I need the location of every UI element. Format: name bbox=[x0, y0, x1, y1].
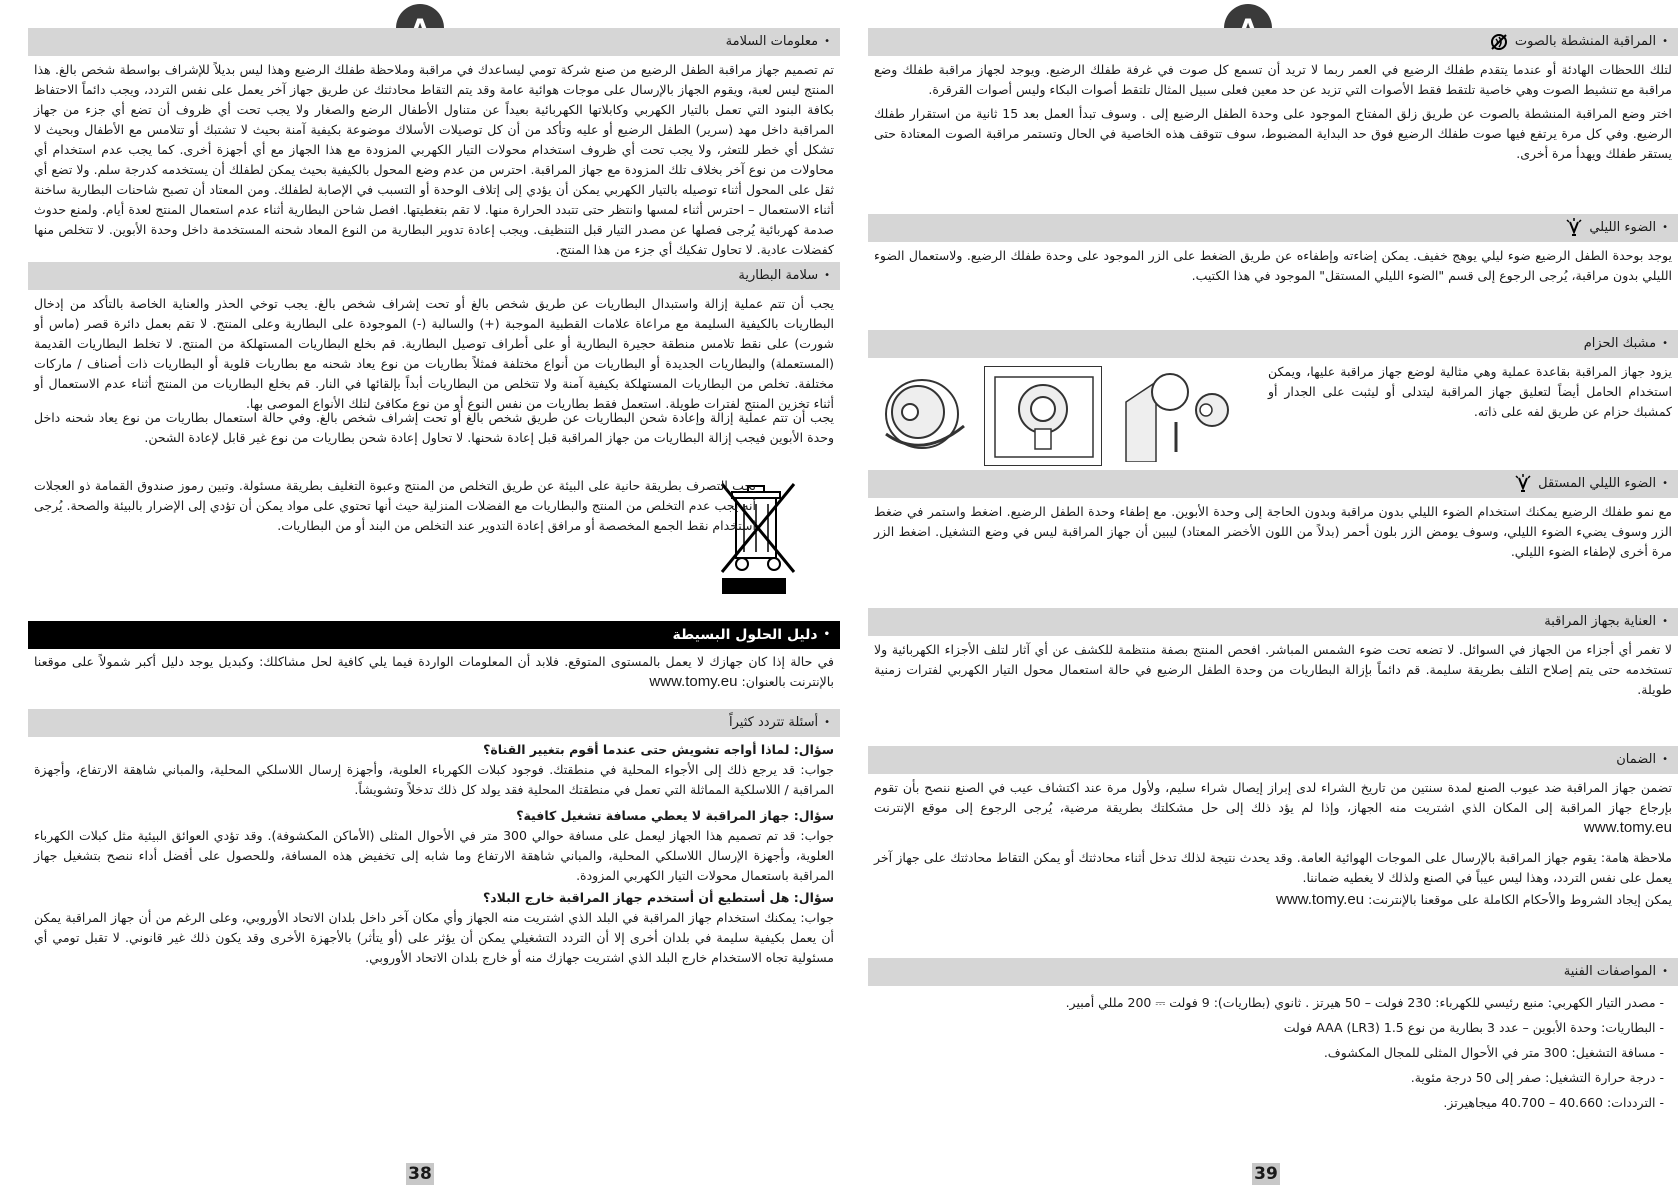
safety-title: معلومات السلامة bbox=[725, 34, 819, 49]
standalone-body: مع نمو طفلك الرضيع يمكنك استخدام الضوء الليلي بدون مراقبة وبدون الحاجة إلى وحدة الأبوين. مع إطفاء وحدة الطفل الرضيع. اضغط واستمر في ضغط الزر وسوف يضيء الضوء الليلي، وسوف يومض الزر بلون أحمر (بدلاً من اللون الأخضر المعتاد) ليبين أن جهاز المراقبة ليس في وضع التشغيل. اضغط الزر مرة أخرى لإطفاء الضوء الليلي. bbox=[874, 504, 1672, 559]
sound-activated-icon bbox=[1489, 33, 1509, 51]
bullet-icon: • bbox=[1662, 966, 1668, 977]
nightlight-icon bbox=[1565, 218, 1583, 238]
illustration-wall-mount bbox=[984, 366, 1102, 466]
battery-header bbox=[28, 262, 840, 290]
warranty-header bbox=[868, 746, 1678, 774]
page-left bbox=[28, 0, 840, 1191]
bullet-icon: • bbox=[824, 717, 830, 728]
troubleshooting-body bbox=[34, 652, 834, 692]
specs-title: المواصفات الفنية bbox=[1563, 964, 1657, 979]
warranty-body-1 bbox=[874, 778, 1672, 838]
specs-list bbox=[874, 990, 1664, 1115]
standalone-title: الضوء الليلي المستقل bbox=[1538, 476, 1657, 491]
faq-question-1: سؤال: لماذا أواجه تشويش حتى عندما أقوم بتغيير القناة؟ bbox=[483, 742, 834, 757]
faq-title: أسئلة تتردد كثيراً bbox=[729, 715, 819, 730]
nightlight-icon bbox=[1514, 474, 1532, 494]
bullet-icon: • bbox=[823, 629, 830, 640]
troubleshooting-header bbox=[28, 621, 840, 649]
nightlight-title: الضوء الليلي bbox=[1589, 220, 1657, 235]
bullet-icon: • bbox=[1662, 222, 1668, 233]
faq-question-3: سؤال: هل أستطيع أن أستخدم جهاز المراقبة خارج البلاد؟ bbox=[482, 890, 834, 905]
bullet-icon: • bbox=[1662, 754, 1668, 765]
spec-item: - البطاريات: وحدة الأبوين – عدد 3 بطارية من نوع 1.5 AAA (LR3) فولت bbox=[874, 1015, 1664, 1040]
faq-header bbox=[28, 709, 840, 737]
clip-header bbox=[868, 330, 1678, 358]
faq-answer-2: جواب: قد تم تصميم هذا الجهاز ليعمل على مسافة حوالي 300 متر في الأحوال المثلى (الأماكن المكشوفة). وقد تؤدي العوائق البيئية مثل كبلات الكهرباء العلوية، وأجهزة الإرسال اللاسلكي المحلية، والمباني شاهقة الارتفاع وما شابه إلى تخفيض هذه المسافة، وللحصول على أفضل أداء ننصح بتشغيل جهاز المراقبة باستعمال محولات التيار الكهربي المزودة. bbox=[34, 828, 834, 883]
nightlight-header bbox=[868, 214, 1678, 242]
sound-title: المراقبة المنشطة بالصوت bbox=[1514, 34, 1657, 49]
warranty-url-1[interactable]: www.tomy.eu bbox=[1583, 819, 1672, 836]
bullet-icon: • bbox=[1662, 616, 1668, 627]
battery-body-2: يجب أن تتم عملية إزالة وإعادة شحن البطاريات عن طريق شخص بالغ أو تحت إشراف شخص بالغ. وفي حالة استعمال بطاريات من نوع يعاد شحنه داخل وحدة الأبوين فيجب إزالة البطاريات من جهاز المراقبة قبل إعادة شحنها. لا تحاول إعادة شحن بطاريات من نوع غير قابل لإعادة الشحن. bbox=[34, 410, 834, 445]
spec-item: - درجة حرارة التشغيل: صفر إلى 50 درجة مئوية. bbox=[874, 1065, 1664, 1090]
warranty-title: الضمان bbox=[1616, 752, 1657, 767]
bullet-icon: • bbox=[1662, 36, 1668, 47]
bullet-icon: • bbox=[1662, 478, 1668, 489]
sound-header bbox=[868, 28, 1678, 56]
clip-title: مشبك الحزام bbox=[1583, 336, 1657, 351]
specs-header bbox=[868, 958, 1678, 986]
faq-block bbox=[34, 806, 834, 886]
faq-answer-1: جواب: قد يرجع ذلك إلى الأجواء المحلية في منطقتك. فوجود كبلات الكهرباء العلوية، وأجهزة إرسال اللاسلكي المحلية، والمباني شاهقة الارتفاع، وأجهزة المراقبة / اللاسلكية المماثلة التي تعمل في منطقتك المحلية فقد يولد كل ذلك تدخلاً وتشويشاً. bbox=[34, 762, 834, 797]
safety-header bbox=[28, 28, 840, 56]
care-body: لا تغمر أي أجزاء من الجهاز في السوائل. لا تضعه تحت ضوء الشمس المباشر. افحص المنتج بصفة منتظمة للكشف عن أي آثار لتلف الأجزاء الكهربائية ولا تستخدمه حتى يتم إصلاح التلف بطريقة سليمة. قم دائماً بإزالة البطاريات من وحدة الطفل الرضيع في حالة استعمال محول التيار الكهربي لفترات زمنية طويلة. bbox=[874, 642, 1672, 697]
troubleshooting-text: في حالة إذا كان جهازك لا يعمل بالمستوى المتوقع. فلابد أن المعلومات الواردة فيما يلي كافية لحل مشاكلك: وكبديل يوجد دليل أكبر شمولاً على موقعنا بالإنترنت بالعنوان: bbox=[34, 654, 834, 689]
troubleshooting-title: دليل الحلول البسيطة bbox=[672, 627, 818, 643]
sound-body-1: لتلك اللحظات الهادئة أو عندما يتقدم طفلك الرضيع في العمر ربما لا تريد أن تسمع كل صوت في غرفة طفلك الرضيع. ويوجد لجهاز مراقبة طفلك وضع مراقبة مع تنشيط الصوت وهي خاصية تلتقط فقط الأصوات التي تزيد عن حد معين فعلى سبيل المثال تلتقط أصوات البكاء وليس أصوات القرقرة. bbox=[874, 62, 1672, 97]
faq-answer-3: جواب: يمكنك استخدام جهاز المراقبة في البلد الذي اشتريت منه الجهاز وأي مكان آخر داخل بلدان الاتحاد الأوروبي، وعلى الرغم من أن جهاز المراقبة يمكن أن يعمل بكيفية سليمة في بلدان أخرى إلا أن التردد التشغيلي يمكن أن يؤثر على (أو يتأثر) بالأجهزة الأخرى وقد يكون ذلك غير قانوني. لا تقبل تومي أي مسئولية تجاه الاستخدام خارج البلد الذي اشتريت جهازك منه أو خارج بلدان الاتحاد الأوروبي. bbox=[34, 910, 834, 965]
disposal-text: يجب التصرف بطريقة حانية على البيئة عن طريق التخلص من المنتج وعبوة التغليف بطريقة مسئولة. وتبين رموز صندوق القمامة ذو العجلات أنه يجب عدم التخلص من المنتج والبطاريات مع الفضلات المنزلية حيث أنها تحتوي على مواد يمكن أن تؤدي إلى الإضرار بالبيئة والصحة. يُرجى استخدام نقط الجمع المخصصة أو مرافق إعادة التدوير عند التخلص من البند أو من البطاريات. bbox=[34, 478, 756, 533]
page-number: 38 bbox=[406, 1163, 434, 1185]
warranty-body-2: ملاحظة هامة: يقوم جهاز المراقبة بالإرسال على الموجات الهوائية العامة. وقد يحدث نتيجة لذلك تدخل أثناء محادثتك أو يمكن التقاط محادثتك على جهاز آخر يعمل على نفس التردد، وهذا ليس عيباً في الصنع ولذلك لا يغطيه ضماننا. bbox=[874, 850, 1672, 885]
sound-body-2: اختر وضع المراقبة المنشطة بالصوت عن طريق زلق المفتاح الموجود على وحدة الطفل الرضيع إلى . وسوف تبدأ العمل بعد 15 ثانية من استقرار طفلك الرضيع. وفي كل مرة يرتفع فيها صوت طفلك الرضيع فوق حد البداية المضبوط، سوف تتوقف هذه الخاصية في الحال وتستمر مراقبة الصوت المعتادة حتى يستقر طفلك ويهدأ مرة أخرى. bbox=[874, 106, 1672, 161]
faq-question-2: سؤال: جهاز المراقبة لا يعطي مسافة تشغيل كافية؟ bbox=[516, 808, 834, 823]
battery-title: سلامة البطارية bbox=[738, 268, 819, 283]
bullet-icon: • bbox=[824, 270, 830, 281]
spec-item: - مصدر التيار الكهربي: منبع رئيسي للكهرباء: 230 فولت – 50 هيرتز . ثانوي (بطاريات): 9 فولت ⎓ 200 مللي أمبير. bbox=[874, 990, 1664, 1015]
safety-body: تم تصميم جهاز مراقبة الطفل الرضيع من صنع شركة تومي ليساعدك في مراقبة وملاحظة طفلك الرضيع وهذا ليس بديلاً للإشراف بواسطة شخص بالغ. هذا المنتج ليس لعبة، ويقوم الجهاز بالإرسال على موجات هوائية عامة وقد يتم التقاط محادثتك عن طريق جهاز آخر يعمل على نفس التردد، ويجب دائماً الاحتفاظ بكافة البنود التي تعمل بالتيار الكهربي وكابلاتها الكهربائية بعيداً عن متناول الأطفال الرضع والصغار ولا يجب تحت أي ظروف أن تضع أي جزء من جهاز المراقبة داخل مهد (سرير) الطفل الرضيع أو عليه وتأكد من أن كل توصيلات الأسلاك موضوعة بكيفية آمنة بحيث لا تشتبك أو تتلامس مع الأطفال وبحيث لا تشكل أي خطر للتعثر، ولا يجب تحت أي ظروف استخدام محولات التيار الكهربي المزودة مع هذا الجهاز مع أي أجهزة أخرى. كما يجب عدم استخدام أي محاولات من نوع آخر بخلاف تلك المزودة مع جهاز المراقبة. احترس من عدم وضع المحول بالكيفية بحيث يمكن لطفلك أن يستخدمه كدرجة سلم. ولا تضع أي ثقل على المحول أثناء توصيله بالتيار الكهربي يمكن أن يؤدي إلى إتلاف الوحدة أو التسبب في الإصابة لطفلك. ومن المعتاد أن تصبح شاحنات البطارية ساخنة أثناء الاستعمال – احترس أثناء لمسها وانتظر حتى تتبدد الحرارة منها. لا تقم بتغطيتها. افصل شاحن البطارية أثناء عدم استعمال المنتج لعدة أيام. ولمنع حدوث صدمة كهربائية يُرجى فصلها عن مصدر التيار قبل التنظيف. ويجب إعادة تدوير البطارية من النوع المعاد شحنه المستخدمة داخل وحدة الأبوين. لا تتخلص منها كفضلات عادية. لا تحاول تفكيك أي جزء من هذا المنتج. bbox=[34, 62, 834, 257]
warranty-text-1: تضمن جهاز المراقبة ضد عيوب الصنع لمدة سنتين من تاريخ الشراء لدى إبراز إيصال شراء سليم، ولأول مرة عند اكتشاف عيب في الصنع ننصح بأن تقوم بإرجاع جهاز المراقبة إلى المكان الذي اشتريت منه الجهاز، وإذا لم يؤد ذلك إلى حل مشكلتك بطريقة مرضية، يُرجى الرجوع إلى موقع الإنترنت bbox=[874, 780, 1672, 815]
standalone-header bbox=[868, 470, 1678, 498]
illustration-clip-stand bbox=[876, 364, 968, 456]
spec-item: - الترددات: 40.660 – 40.700 ميجاهيرتز. bbox=[874, 1090, 1664, 1115]
warranty-text-3: يمكن إيجاد الشروط والأحكام الكاملة على موقعنا بالإنترنت: bbox=[1368, 892, 1672, 907]
illustration-belt-clip bbox=[1116, 362, 1236, 462]
bin-underline-bar bbox=[722, 578, 786, 594]
battery-body-1: يجب أن تتم عملية إزالة واستبدال البطاريات عن طريق شخص بالغ أو تحت إشراف شخص بالغ. يجب توخي الحذر والعناية الخاصة بالتأكد من إدخال البطاريات بالكيفية السليمة مع مراعاة علامات القطبية الموجبة (+) والسالبة (-) الموجودة على البطارية وعلى المنتج. لا تقم بعمل دائرة قصر (ماس أو شورت) على نقط تلامس منطقة حجيرة البطارية أو على أطراف توصيل البطارية. قم بخلع البطاريات المستهلكة من المنتج. لا تخلط البطاريات القديمة (المستعملة) والبطاريات الجديدة أو البطاريات من أنواع مختلفة فمثلاً بطاريات من نوع يعاد شحنه مع بطاريات قلوية أو البطاريات ذات أصناف / ماركات مختلفة. تخلص من البطاريات المستهلكة بكيفية آمنة ولا تتخلص من البطاريات أبداً بإلقائها في النار. قم بخلع البطاريات من المنتج أثناء عدم الاستعمال أو أثناء تخزين المنتج لفترات طويلة. استعمل فقط بطاريات من نفس النوع أو من نوع مكافئ لتلك الأنواع الموصى بها. bbox=[34, 296, 834, 411]
bullet-icon: • bbox=[824, 36, 830, 47]
faq-block bbox=[34, 740, 834, 800]
bullet-icon: • bbox=[1662, 338, 1668, 349]
warranty-body-3 bbox=[874, 890, 1672, 910]
care-title: العناية بجهاز المراقبة bbox=[1544, 614, 1657, 629]
faq-block bbox=[34, 888, 834, 968]
nightlight-body: يوجد بوحدة الطفل الرضيع ضوء ليلي يوهج خفيف. يمكن إضاءته وإطفاءه عن طريق الضغط على الزر الموجود على وحدة طفلك الرضيع. ولاستعمال الضوء الليلي بدون مراقبة، يُرجى الرجوع إلى قسم "الضوء الليلي المستقل" الموجود في هذا الكتيب. bbox=[874, 248, 1672, 283]
care-header bbox=[868, 608, 1678, 636]
clip-body: يزود جهاز المراقبة بقاعدة عملية وهي مثالية لوضع جهاز مراقبة عليها، ويمكن استخدام الحامل أيضاً لتعليق جهاز المراقبة ليتدلى أو ليثبت على الجدار أو كمشبك حزام عن طريق لفه على ذاته. bbox=[1268, 364, 1672, 419]
troubleshooting-url[interactable]: www.tomy.eu bbox=[649, 673, 738, 690]
spec-item: - مسافة التشغيل: 300 متر في الأحوال المثلى للمجال المكشوف. bbox=[874, 1040, 1664, 1065]
page-number: 39 bbox=[1252, 1163, 1280, 1185]
warranty-url-2[interactable]: www.tomy.eu bbox=[1276, 891, 1365, 908]
page-right bbox=[868, 0, 1678, 1191]
